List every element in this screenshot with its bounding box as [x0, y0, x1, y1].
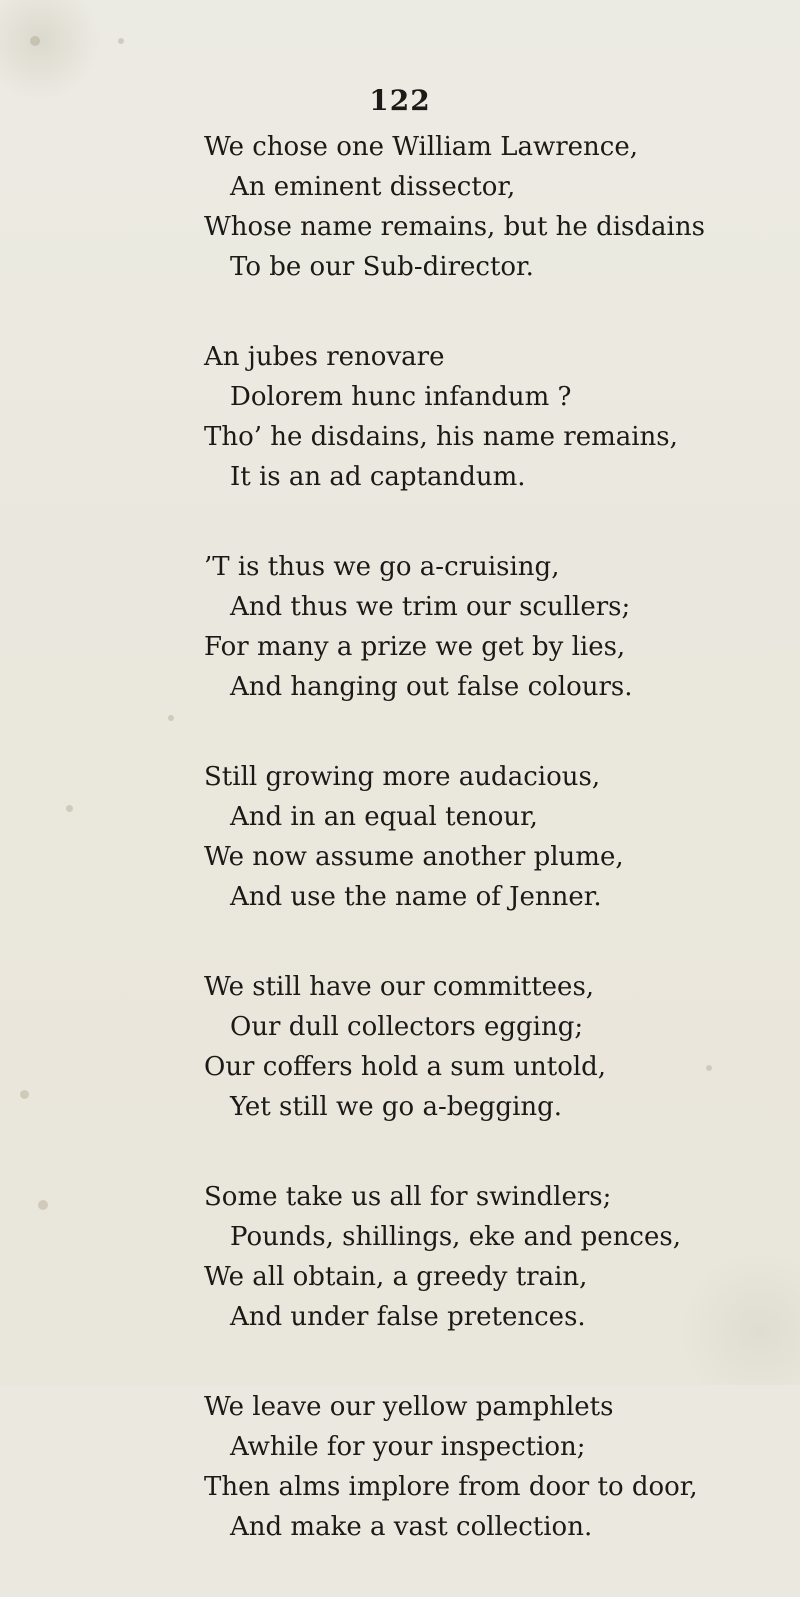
verse-line: An eminent dissector,: [230, 172, 516, 202]
verse-line: Some take us all for swindlers;: [204, 1182, 612, 1212]
foxing-spot: [118, 38, 124, 44]
verse-line: And thus we trim our scullers;: [230, 592, 631, 622]
verse-line: Whose name remains, but he disdains: [204, 212, 705, 242]
foxing-spot: [66, 805, 73, 812]
page-number: 122: [369, 84, 431, 117]
verse-line: And make a vast collection.: [230, 1512, 593, 1542]
verse-line: Our dull collectors egging;: [230, 1012, 584, 1042]
verse-line: Awhile for your inspection;: [230, 1432, 586, 1462]
verse-line: And under false pretences.: [230, 1302, 586, 1332]
stanza-2: [204, 337, 764, 497]
verse-line: Yet still we go a-begging.: [230, 1092, 563, 1122]
verse-line: We now assume another plume,: [204, 842, 624, 872]
foxing-spot: [20, 1090, 29, 1099]
stanza-1: [204, 127, 764, 287]
stanza-5: [204, 967, 764, 1127]
verse-line: For many a prize we get by lies,: [204, 632, 626, 662]
verse-line: Then alms implore from door to door,: [204, 1472, 698, 1502]
verse-line: We chose one William Lawrence,: [204, 132, 639, 162]
verse-line: ’T is thus we go a-cruising,: [204, 552, 560, 582]
verse-line: And hanging out false colours.: [230, 672, 633, 702]
poem: [204, 127, 764, 1597]
verse-line: It is an ad captandum.: [230, 462, 526, 492]
stanza-7: [204, 1387, 764, 1547]
foxing-spot: [30, 36, 40, 46]
foxing-spot: [38, 1200, 48, 1210]
verse-line: We all obtain, a greedy train,: [204, 1262, 588, 1292]
verse-line: Pounds, shillings, eke and pences,: [230, 1222, 681, 1252]
stanza-3: [204, 547, 764, 707]
verse-line: An jubes renovare: [204, 342, 445, 372]
verse-line: To be our Sub-director.: [230, 252, 534, 282]
verse-line: And in an equal tenour,: [230, 802, 538, 832]
stanza-6: [204, 1177, 764, 1337]
verse-line: We leave our yellow pamphlets: [204, 1392, 614, 1422]
verse-line: Dolorem hunc infandum ?: [230, 382, 572, 412]
verse-line: We still have our committees,: [204, 972, 595, 1002]
verse-line: Our coffers hold a sum untold,: [204, 1052, 607, 1082]
stanza-4: [204, 757, 764, 917]
verse-line: Still growing more audacious,: [204, 762, 601, 792]
verse-line: Tho’ he disdains, his name remains,: [204, 422, 678, 452]
verse-line: And use the name of Jenner.: [230, 882, 602, 912]
foxing-spot: [168, 715, 174, 721]
